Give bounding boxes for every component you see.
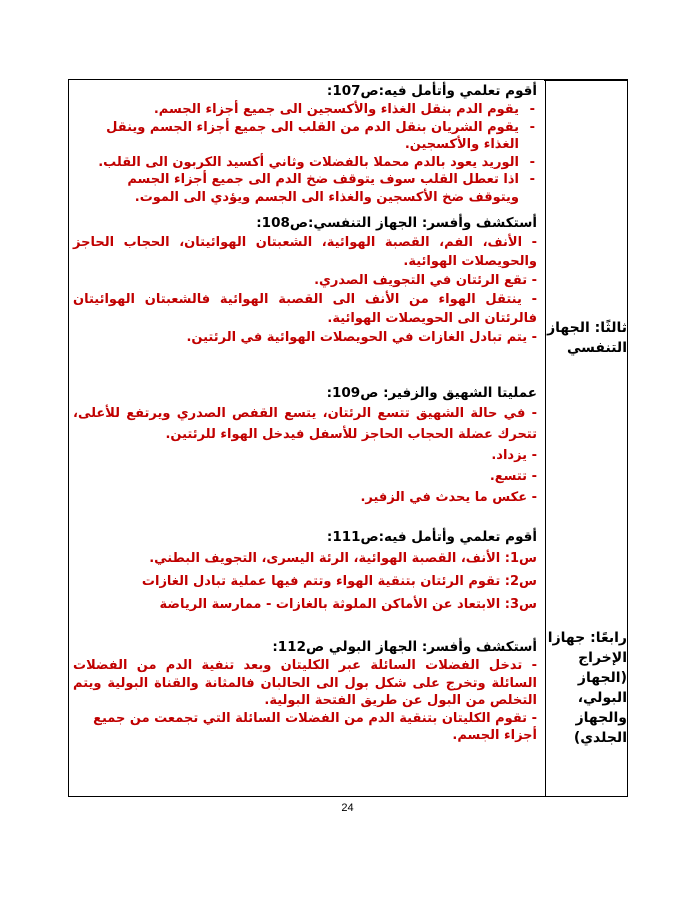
- section-heading: أستكشف وأفسر: الجهاز التنفسي:ص108:: [256, 215, 537, 231]
- section-heading: أستكشف وأفسر: الجهاز البولي ص112:: [272, 639, 537, 655]
- answer-line: - تقوم الكليتان بتنقية الدم من الفضلات السائلة التي تجمعت من جميع أجزاء الجسم.: [93, 710, 537, 743]
- section-self-assessment-111: [73, 528, 537, 616]
- section-heading: عمليتا الشهيق والزفير: ص109:: [326, 385, 537, 401]
- list-item: - يقوم الدم بنقل الغذاء والأكسجين الى جميع أجزاء الجسم.: [73, 101, 519, 119]
- answer-line: - الأنف، الفم، القصبة الهوائية، الشعبتان الهوائيتان، الحجاب الحاجز والحويصلات الهوائية.: [73, 235, 537, 269]
- section-self-assessment-107: [73, 82, 537, 206]
- list-item: - يقوم الشريان بنقل الدم من القلب الى جميع أجزاء الجسم وينقل الغذاء والأكسجين.: [73, 119, 519, 154]
- answer-line: - تتسع.: [489, 469, 537, 484]
- section-urinary-112: [73, 638, 537, 745]
- answer-line: - يزداد.: [491, 448, 537, 463]
- answer-line: س2: تقوم الرئتان بتنقية الهواء وتتم فيها عملية تبادل الغازات: [141, 574, 537, 589]
- section-heading: أقوم تعلمي وأتأمل فيه:ص111:: [326, 529, 537, 545]
- answer-line: - ينتقل الهواء من الأنف الى القصبة الهوائية فالشعبتان الهوائيتان فالرئتان الى الحويصلات الهوائية.: [73, 292, 537, 326]
- answer-list: [73, 101, 537, 206]
- row-divider: [544, 80, 627, 81]
- answer-line: - يتم تبادل الغازات في الحويصلات الهوائية في الرئتين.: [186, 330, 537, 345]
- section-heading: أقوم تعلمي وأتأمل فيه:ص107:: [326, 83, 537, 99]
- section-respiratory-108: [73, 214, 537, 347]
- side-label-respiratory: ثالثًا: الجهاز التنفسي: [547, 320, 627, 356]
- list-item: - الوريد يعود بالدم محملا بالفضلات وثاني أكسيد الكربون الى القلب.: [73, 154, 519, 172]
- list-item: - اذا تعطل القلب سوف يتوقف ضخ الدم الى جميع أجزاء الجسم ويتوقف ضخ الأكسجين والغذاء الى الجسم ويؤدي الى الموت.: [73, 171, 519, 206]
- answer-line: س3: الابتعاد عن الأماكن الملوثة بالغازات - ممارسة الرياضة: [159, 597, 537, 612]
- page-number: 24: [341, 802, 354, 814]
- section-breathing-109: [73, 384, 537, 508]
- content-table: [68, 79, 628, 797]
- answer-line: - في حالة الشهيق تتسع الرئتان، يتسع القفص الصدري ويرتفع للأعلى، تتحرك عضلة الحجاب الحاجز للأسفل فيدخل الهواء للرئتين.: [73, 406, 537, 442]
- answer-line: س1: الأنف، القصبة الهوائية، الرئة اليسرى، التجويف البطني.: [149, 551, 537, 566]
- side-label-excretory: رابعًا: جهازا الإخراج (الجهاز البولي، والجهاز الجلدي): [547, 630, 627, 746]
- answer-line: - تقع الرئتان في التجويف الصدري.: [314, 273, 537, 288]
- answer-line: - تدخل الفضلات السائلة عبر الكليتان وبعد تنفية الدم من الفضلات السائلة وتخرج على شكل بول الى الحالبان فالمثانة والقناة البولية ويتم التخلص من البول عن طريق الفتحة البولية.: [73, 658, 537, 708]
- answer-line: - عكس ما يحدث في الزفير.: [360, 490, 537, 505]
